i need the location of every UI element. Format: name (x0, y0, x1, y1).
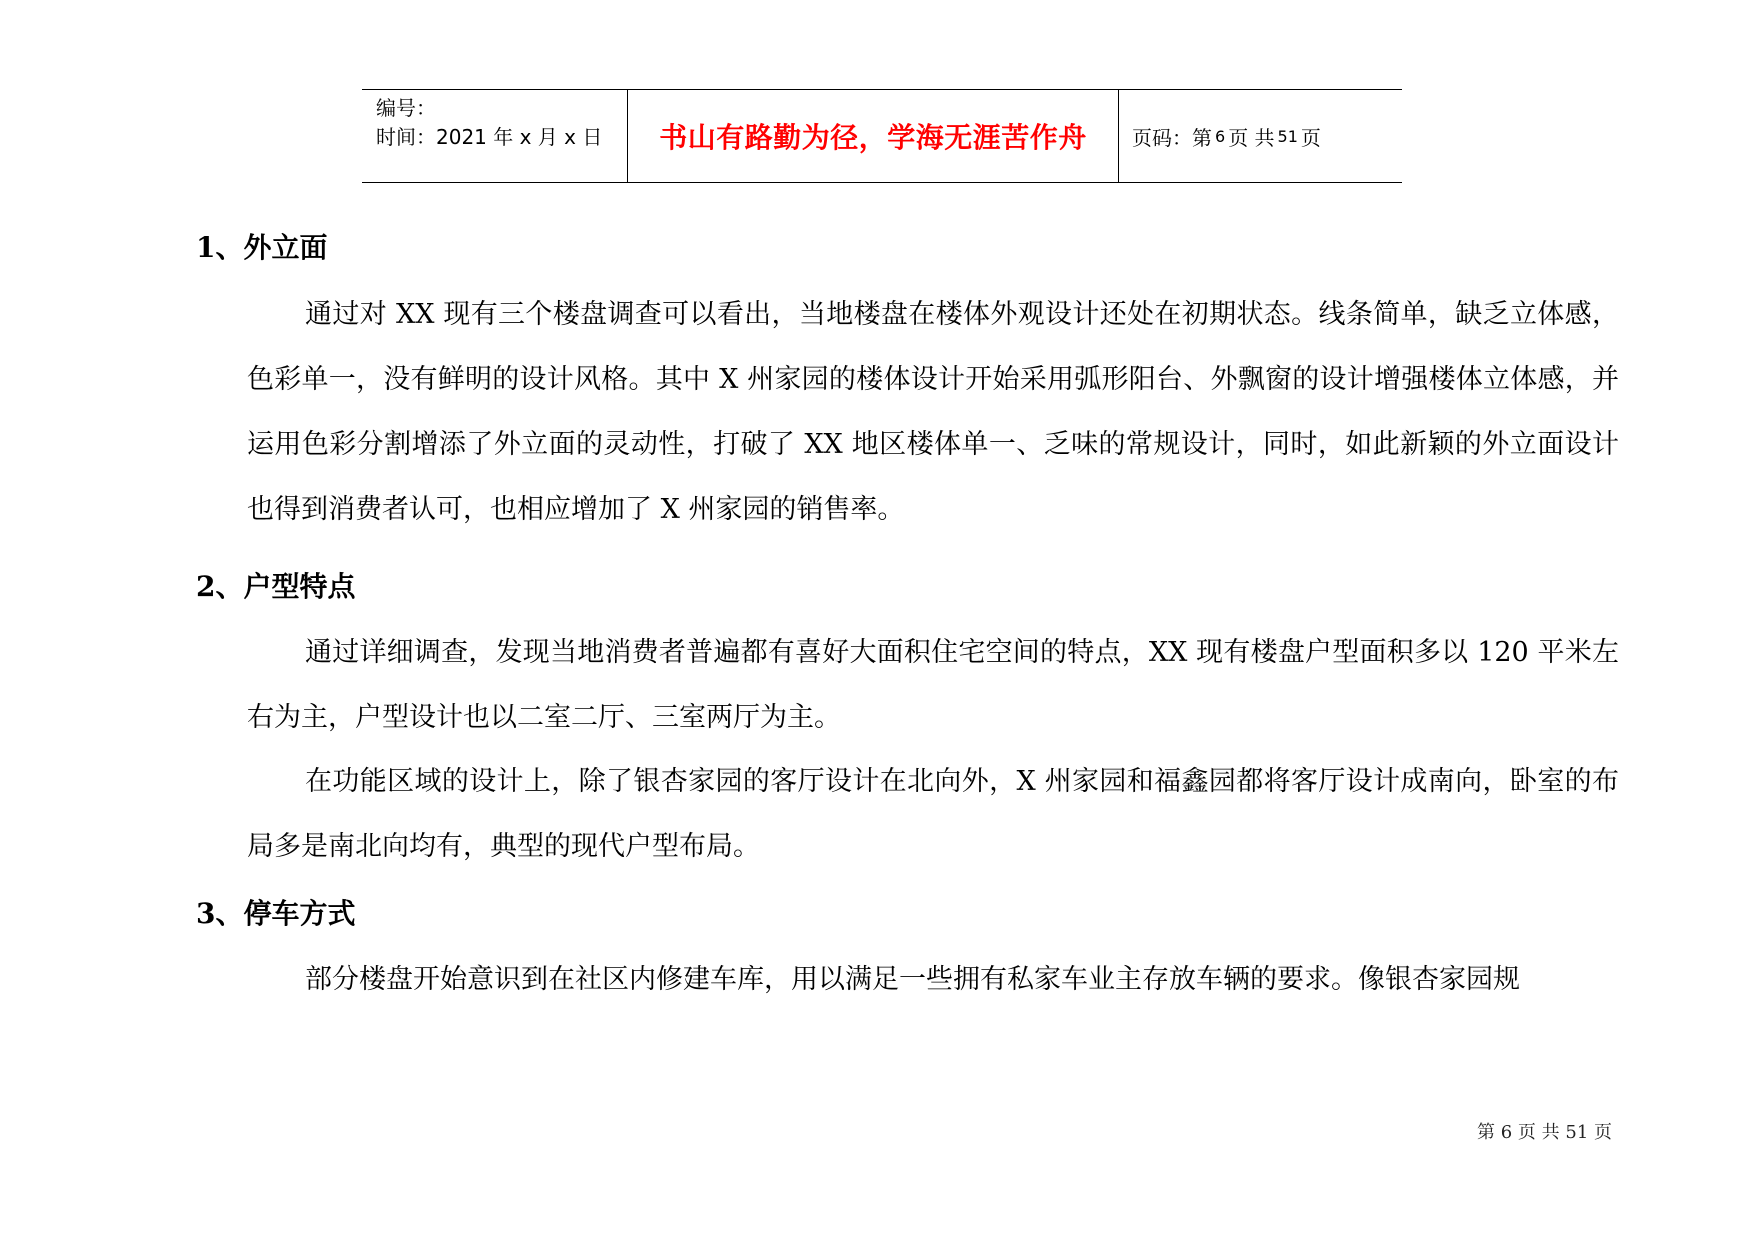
header-meta-cell (362, 90, 628, 182)
document-date-label: 时间：2021 年 x 月 x 日 (376, 125, 603, 149)
page-total: 51 (1277, 126, 1298, 146)
paragraph-facade: 通过对 XX 现有三个楼盘调查可以看出，当地楼盘在楼体外观设计还处在初期状态。线条简单，缺乏立体感，色彩单一，没有鲜明的设计风格。其中 X 州家园的楼体设计开始采用弧形阳台、外飘窗的设计增强楼体立体感，并运用色彩分割增添了外立面的灵动性，打破了 XX 地区楼体单一、乏味的常规设计，同时，如此新颖的外立面设计也得到消费者认可，也相应增加了 X 州家园的销售率。 (247, 299, 1619, 525)
section-heading-facade: 1、外立面 (196, 231, 328, 264)
document-number-label: 编号： (376, 96, 436, 120)
paragraph-layout-2: 在功能区域的设计上，除了银杏家园的客厅设计在北向外，X 州家园和福鑫园都将客厅设计成南向，卧室的布局多是南北向均有，典型的现代户型布局。 (247, 766, 1619, 862)
paragraph-parking: 部分楼盘开始意识到在社区内修建车库，用以满足一些拥有私家车业主存放车辆的要求。像银杏家园规 (305, 964, 1520, 995)
page-footer: 第 6 页 共 51 页 (1477, 1122, 1612, 1143)
document-header (362, 89, 1402, 183)
page-suffix: 页 (1300, 125, 1321, 150)
page-prefix: 页码：第 (1132, 125, 1212, 150)
page-current: 6 (1215, 126, 1226, 146)
page-mid: 页 共 (1228, 125, 1275, 150)
header-page-cell (1119, 90, 1402, 182)
header-motto: 书山有路勤为径，学海无涯苦作舟 (659, 121, 1087, 154)
section-heading-layout: 2、户型特点 (196, 570, 356, 603)
paragraph-layout-1: 通过详细调查，发现当地消费者普遍都有喜好大面积住宅空间的特点，XX 现有楼盘户型面积多以 120 平米左右为主，户型设计也以二室二厅、三室两厅为主。 (247, 637, 1619, 733)
section-heading-parking: 3、停车方式 (196, 897, 356, 930)
header-motto-cell (628, 90, 1119, 182)
